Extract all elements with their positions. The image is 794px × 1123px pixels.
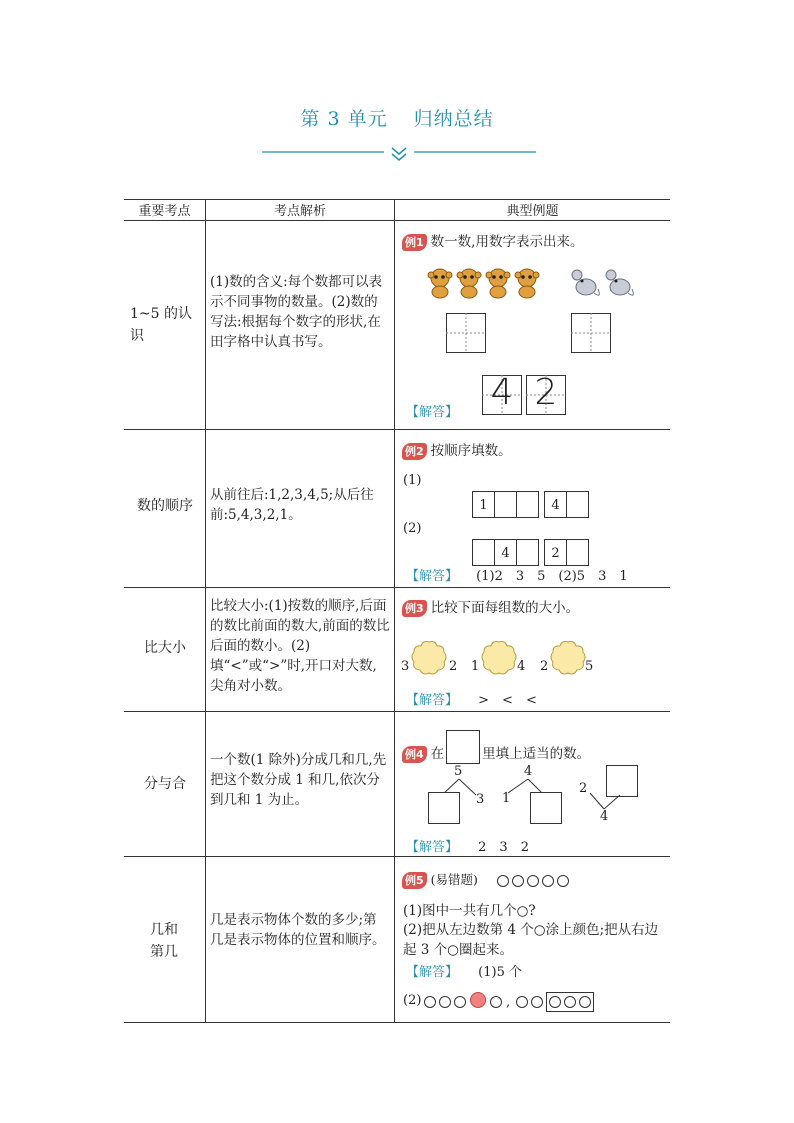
split2-blank [530, 792, 562, 824]
seq2-cell [566, 539, 589, 566]
cloud-shape [480, 639, 518, 677]
answer-text-5: (1)5 个 [478, 965, 522, 980]
monkey-icon [428, 269, 452, 298]
split1-top: 5 [454, 764, 463, 779]
example3-badge: 例3 [402, 600, 427, 617]
compare-right-3: 5 [585, 659, 594, 674]
split2-left: 1 [502, 791, 511, 806]
seq2-cell: 2 [544, 539, 567, 566]
analysis-row1: (1)数的含义:每个数都可以表示不同事物的数量。(2)数的写法:根据每个数字的形状,在田字格中认真书写。 [210, 274, 383, 350]
mice-illustration [568, 269, 640, 301]
example2-badge: 例2 [402, 443, 427, 460]
example1-question [402, 232, 583, 252]
answer-row2 [406, 565, 628, 584]
mouse-icon [606, 270, 633, 295]
example5-q2: (2)把从左边数第 4 个○涂上颜色;把从右边起 3 个○圈起来。 [403, 922, 659, 958]
seq2-cell: 4 [494, 539, 517, 566]
example2-part1: (1) [403, 473, 422, 488]
example4-question [402, 730, 590, 764]
monkey-icon [515, 269, 539, 298]
split1-blank [428, 792, 460, 824]
example5-tag: (易错题) [430, 872, 478, 887]
example1-text: 数一数,用数字表示出来。 [430, 234, 584, 250]
compare-right-1: 2 [449, 659, 458, 674]
example4-text-post: 里填上适当的数。 [482, 746, 591, 762]
answer-row5 [406, 961, 522, 980]
example2-text: 按顺序填数。 [430, 443, 512, 459]
example2-part2: (2) [403, 521, 422, 536]
answer-row4 [406, 836, 529, 855]
header-topic: 重要考点 [138, 204, 191, 219]
topic-split: 分与合 [144, 776, 186, 792]
unit-label: 第 3 单元 [300, 108, 388, 130]
tianzige-box-2 [571, 313, 611, 353]
split2-top: 4 [524, 764, 533, 779]
example5-circles [496, 873, 572, 889]
split1-right: 3 [476, 792, 485, 807]
split3-lines [582, 791, 642, 813]
split3-bottom: 4 [600, 809, 609, 824]
answer-label-4: 【解答】 [406, 840, 459, 855]
answer-row3 [406, 689, 537, 708]
answer-label-3: 【解答】 [406, 693, 459, 708]
answer-text-3: > < < [478, 693, 537, 708]
header-example: 典型例题 [506, 204, 559, 219]
analysis-row4: 一个数(1 除外)分成几和几,先把这个数分成 1 和几,依次分到几和 1 为止。 [210, 752, 387, 808]
title-ornament [262, 144, 536, 164]
mouse-icon [572, 270, 599, 295]
seq1-cell: 1 [472, 491, 495, 518]
answer-text-2: (1)2 3 5 (2)5 3 1 [476, 569, 628, 584]
answer-digit-4: 4 [490, 372, 514, 413]
answer-label-1: 【解答】 [406, 405, 459, 420]
header-analysis: 考点解析 [273, 204, 326, 219]
blank-box [446, 730, 480, 764]
seq1-cell: 4 [544, 491, 567, 518]
seq1-cell [494, 491, 517, 518]
monkeys-illustration [426, 266, 544, 300]
page-title [0, 104, 794, 131]
answer-label-5: 【解答】 [406, 965, 459, 980]
example4-badge: 例4 [402, 746, 427, 763]
topic-1-5: 1~5 的认识 [130, 306, 192, 344]
tianzige-box-1 [446, 313, 486, 353]
answer5-comma: , [506, 995, 511, 1010]
topic-compare: 比大小 [144, 640, 186, 656]
cloud-shape [549, 639, 587, 677]
analysis-row3: 比较大小:(1)按数的顺序,后面的数比前面的数大,前面的数比后面的数小。(2)填“<”或“>”时,开口对大数,尖角对小数。 [210, 598, 390, 694]
seq2-cell [516, 539, 539, 566]
compare-left-2: 1 [471, 659, 480, 674]
monkey-icon [457, 269, 481, 298]
answer-digit-2: 2 [534, 372, 558, 413]
seq1-cell [516, 491, 539, 518]
seq2-cell [472, 539, 495, 566]
example2-question [402, 441, 512, 461]
compare-right-2: 4 [517, 659, 526, 674]
example3-text: 比较下面每组数的大小。 [430, 600, 580, 616]
example5-q1: (1)图中一共有几个○? [403, 903, 536, 919]
compare-left-3: 2 [540, 659, 549, 674]
seq1-cell [566, 491, 589, 518]
monkey-icon [486, 269, 510, 298]
compare-left-1: 3 [401, 659, 410, 674]
example4-text-pre: 在 [430, 746, 445, 762]
example5-badge: 例5 [402, 872, 427, 889]
title-text: 归纳总结 [413, 108, 494, 130]
split3-left: 2 [579, 781, 588, 796]
summary-table [124, 199, 670, 1023]
example5-question [402, 870, 478, 890]
example3-question [402, 598, 579, 618]
analysis-row5: 几是表示物体个数的多少;第几是表示物体的位置和顺序。 [210, 912, 386, 948]
cloud-shape [410, 639, 448, 677]
topic-order: 数的顺序 [137, 498, 193, 514]
example1-badge: 例1 [402, 234, 427, 251]
analysis-row2: 从前往后:1,2,3,4,5;从后往前:5,4,3,2,1。 [210, 487, 374, 523]
answer5-part2-label: (2) [403, 993, 422, 1008]
answer-label-2: 【解答】 [406, 569, 459, 584]
answer-text-4: 2 3 2 [478, 840, 529, 855]
topic-ordinal: 几和第几 [150, 922, 178, 960]
